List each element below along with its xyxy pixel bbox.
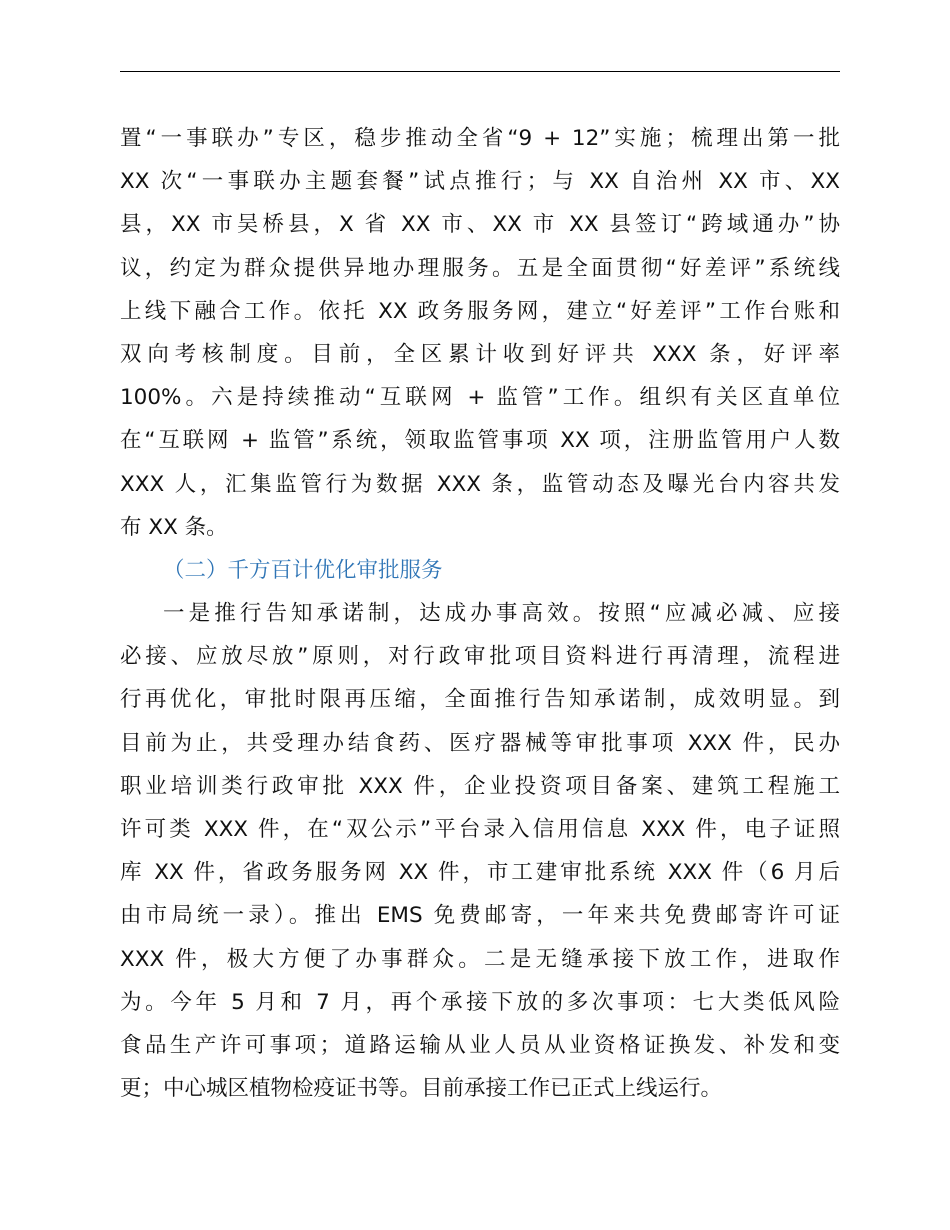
text-line: 由市局统一录）。推出 EMS 免费邮寄，一年来共免费邮寄许可证 — [120, 903, 840, 929]
text-line: XXX 件，极大方便了办事群众。二是无缝承接下放工作，进取作 — [120, 946, 840, 972]
text-line: XX 次“一事联办主题套餐”试点推行；与 XX 自治州 XX 市、XX — [120, 169, 840, 195]
text-line: 必接、应放尽放”原则，对行政审批项目资料进行再清理，流程进 — [120, 644, 840, 670]
text-line: 一是推行告知承诺制，达成办事高效。按照“应减必减、应接 — [163, 601, 840, 627]
text-line: 行再优化，审批时限再压缩，全面推行告知承诺制，成效明显。到 — [120, 687, 840, 713]
text-line: 上线下融合工作。依托 XX 政务服务网，建立“好差评”工作台账和 — [120, 298, 840, 324]
text-line: 职业培训类行政审批 XXX 件，企业投资项目备案、建筑工程施工 — [120, 773, 840, 799]
text-line: XXX 人，汇集监管行为数据 XXX 条，监管动态及曝光台内容共发 — [120, 471, 840, 497]
text-line: 更；中心城区植物检疫证书等。目前承接工作已正式上线运行。 — [120, 1076, 723, 1102]
text-line: 县，XX 市吴桥县，X 省 XX 市、XX 市 XX 县签订“跨域通办”协 — [120, 212, 840, 238]
text-line: 食品生产许可事项；道路运输从业人员从业资格证换发、补发和变 — [120, 1032, 840, 1058]
paragraph-2 — [120, 592, 840, 1110]
text-line: 双向考核制度。目前，全区累计收到好评共 XXX 条，好评率 — [120, 341, 840, 367]
text-line: 目前为止，共受理办结食药、医疗器械等审批事项 XXX 件，民办 — [120, 730, 840, 756]
text-line: 100%。六是持续推动“互联网 + 监管”工作。组织有关区直单位 — [120, 385, 840, 411]
paragraph-1 — [120, 117, 840, 549]
text-line: 布 XX 条。 — [120, 514, 228, 540]
text-line: 为。今年 5 月和 7 月，再个承接下放的多次事项：七大类低风险 — [120, 989, 840, 1015]
text-line: 许可类 XXX 件，在“双公示”平台录入信用信息 XXX 件，电子证照 — [120, 817, 840, 842]
header-rule — [120, 71, 840, 72]
text-line: 置“一事联办”专区，稳步推动全省“9 + 12”实施；梳理出第一批 — [120, 126, 840, 151]
text-line: 库 XX 件，省政务服务网 XX 件，市工建审批系统 XXX 件（6 月后 — [120, 860, 840, 886]
section-heading: （二）千方百计优化审批服务 — [163, 557, 443, 583]
text-line: 在“互联网 + 监管”系统，领取监管事项 XX 项，注册监管用户人数 — [120, 428, 840, 454]
text-line: 议，约定为群众提供异地办理服务。五是全面贯彻“好差评”系统线 — [120, 255, 840, 281]
document-body — [120, 117, 840, 1110]
